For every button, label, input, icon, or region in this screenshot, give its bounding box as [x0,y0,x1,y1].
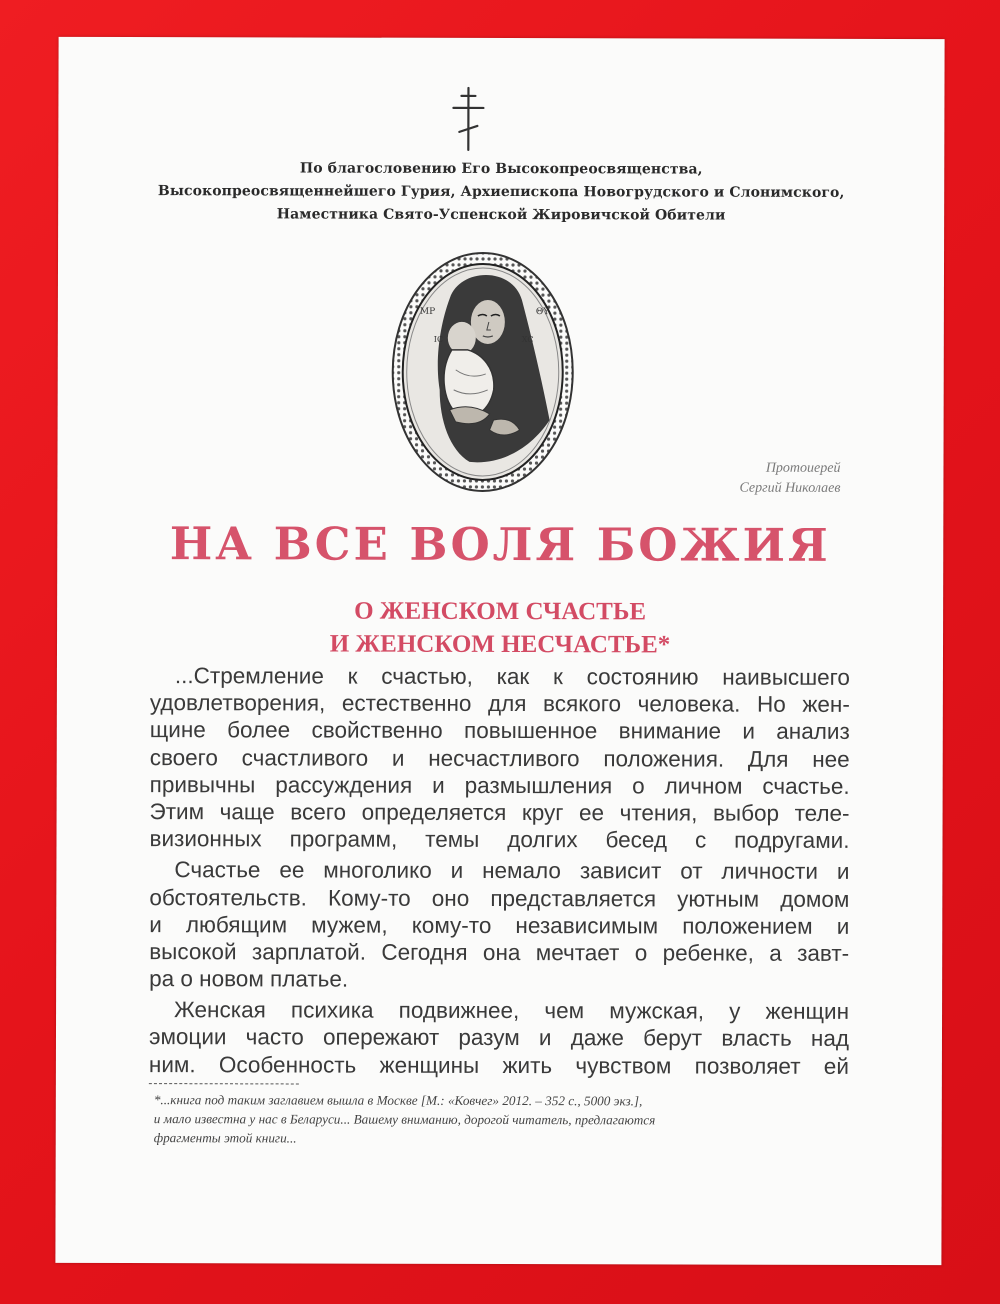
orthodox-cross-icon [448,86,488,152]
svg-text:ΘY: ΘY [535,307,550,318]
svg-text:XC: XC [521,335,534,345]
text-line: привычны рассуждения и размышления о личном счастье. [149,771,850,799]
paragraph [149,996,849,1079]
author-fullname: Сергий Николаев [739,480,841,496]
printed-page [55,37,944,1265]
text-line: высокой зарплатой. Сегодня она мечтает о ребенке, а завт- [149,938,850,966]
author-title: Протоиерей [765,460,841,476]
svg-text:IC: IC [433,334,444,344]
blessing-line: Высокопреосвященнейшего Гурия, Архиепископа Новогрудского и Слонимского, [157,183,845,201]
text-line: ним. Особенность женщины жить чувством позволяет ей [148,1051,849,1079]
text-line: эмоции часто опережают разум и даже берут власть над [148,1024,850,1052]
subtitle-line: И ЖЕНСКОМ НЕСЧАСТЬЕ* [329,630,671,659]
footnote-line: фрагменты этой книги... [153,1130,297,1146]
footnote-divider [149,1083,299,1084]
page-subtitle [57,594,943,662]
text-line: удовлетворения, естественно для всякого человека. Но жен- [149,690,850,718]
author-name [739,459,840,499]
article-body [149,662,850,1084]
subtitle-line: О ЖЕНСКОМ СЧАСТЬЕ [354,597,647,626]
text-line: Женская психика подвижнее, чем мужская, у женщин [174,997,850,1025]
text-line: ...Стремление к счастью, как к состоянию наивысшего [174,663,850,690]
text-line: ра о новом платье. [149,966,349,992]
footnote-line: и мало известна у нас в Беларуси... Вашему вниманию, дорогой читатель, предлагаются [153,1111,656,1128]
footnote-line: *...книга под таким заглавием вышла в Москве [М.: «Ковчег» 2012. – 352 с., 5000 экз.], [153,1092,643,1109]
footnote [154,1090,846,1149]
theotokos-icon [389,250,576,494]
paragraph [149,856,849,994]
blessing-line: Наместника Свято-Успенской Жировичской Обители [276,206,726,224]
blessing-line: По благословению Его Высокопреосвященства, [299,160,703,178]
text-line: визионных программ, темы долгих бесед с подругами. [149,826,850,854]
text-line: и любящим мужем, кому-то независимым положением и [149,911,850,939]
text-line: щине более свойственно повышенное внимание и анализ [149,717,850,745]
text-line: Счастье ее многолико и немало зависит от личности и [174,857,850,885]
text-line: своего счастливого и несчастливого положения. Для нее [149,744,850,772]
paragraph [149,662,849,854]
text-line: обстоятельств. Кому-то оно представляется уютным домом [149,884,850,912]
text-line: Этим чаще всего определяется круг ее чтения, выбор теле- [149,799,850,826]
page-title: НА ВСЕ ВОЛЯ БОЖИЯ [169,517,831,572]
blessing-text [98,157,904,228]
svg-text:MP: MP [419,306,436,317]
